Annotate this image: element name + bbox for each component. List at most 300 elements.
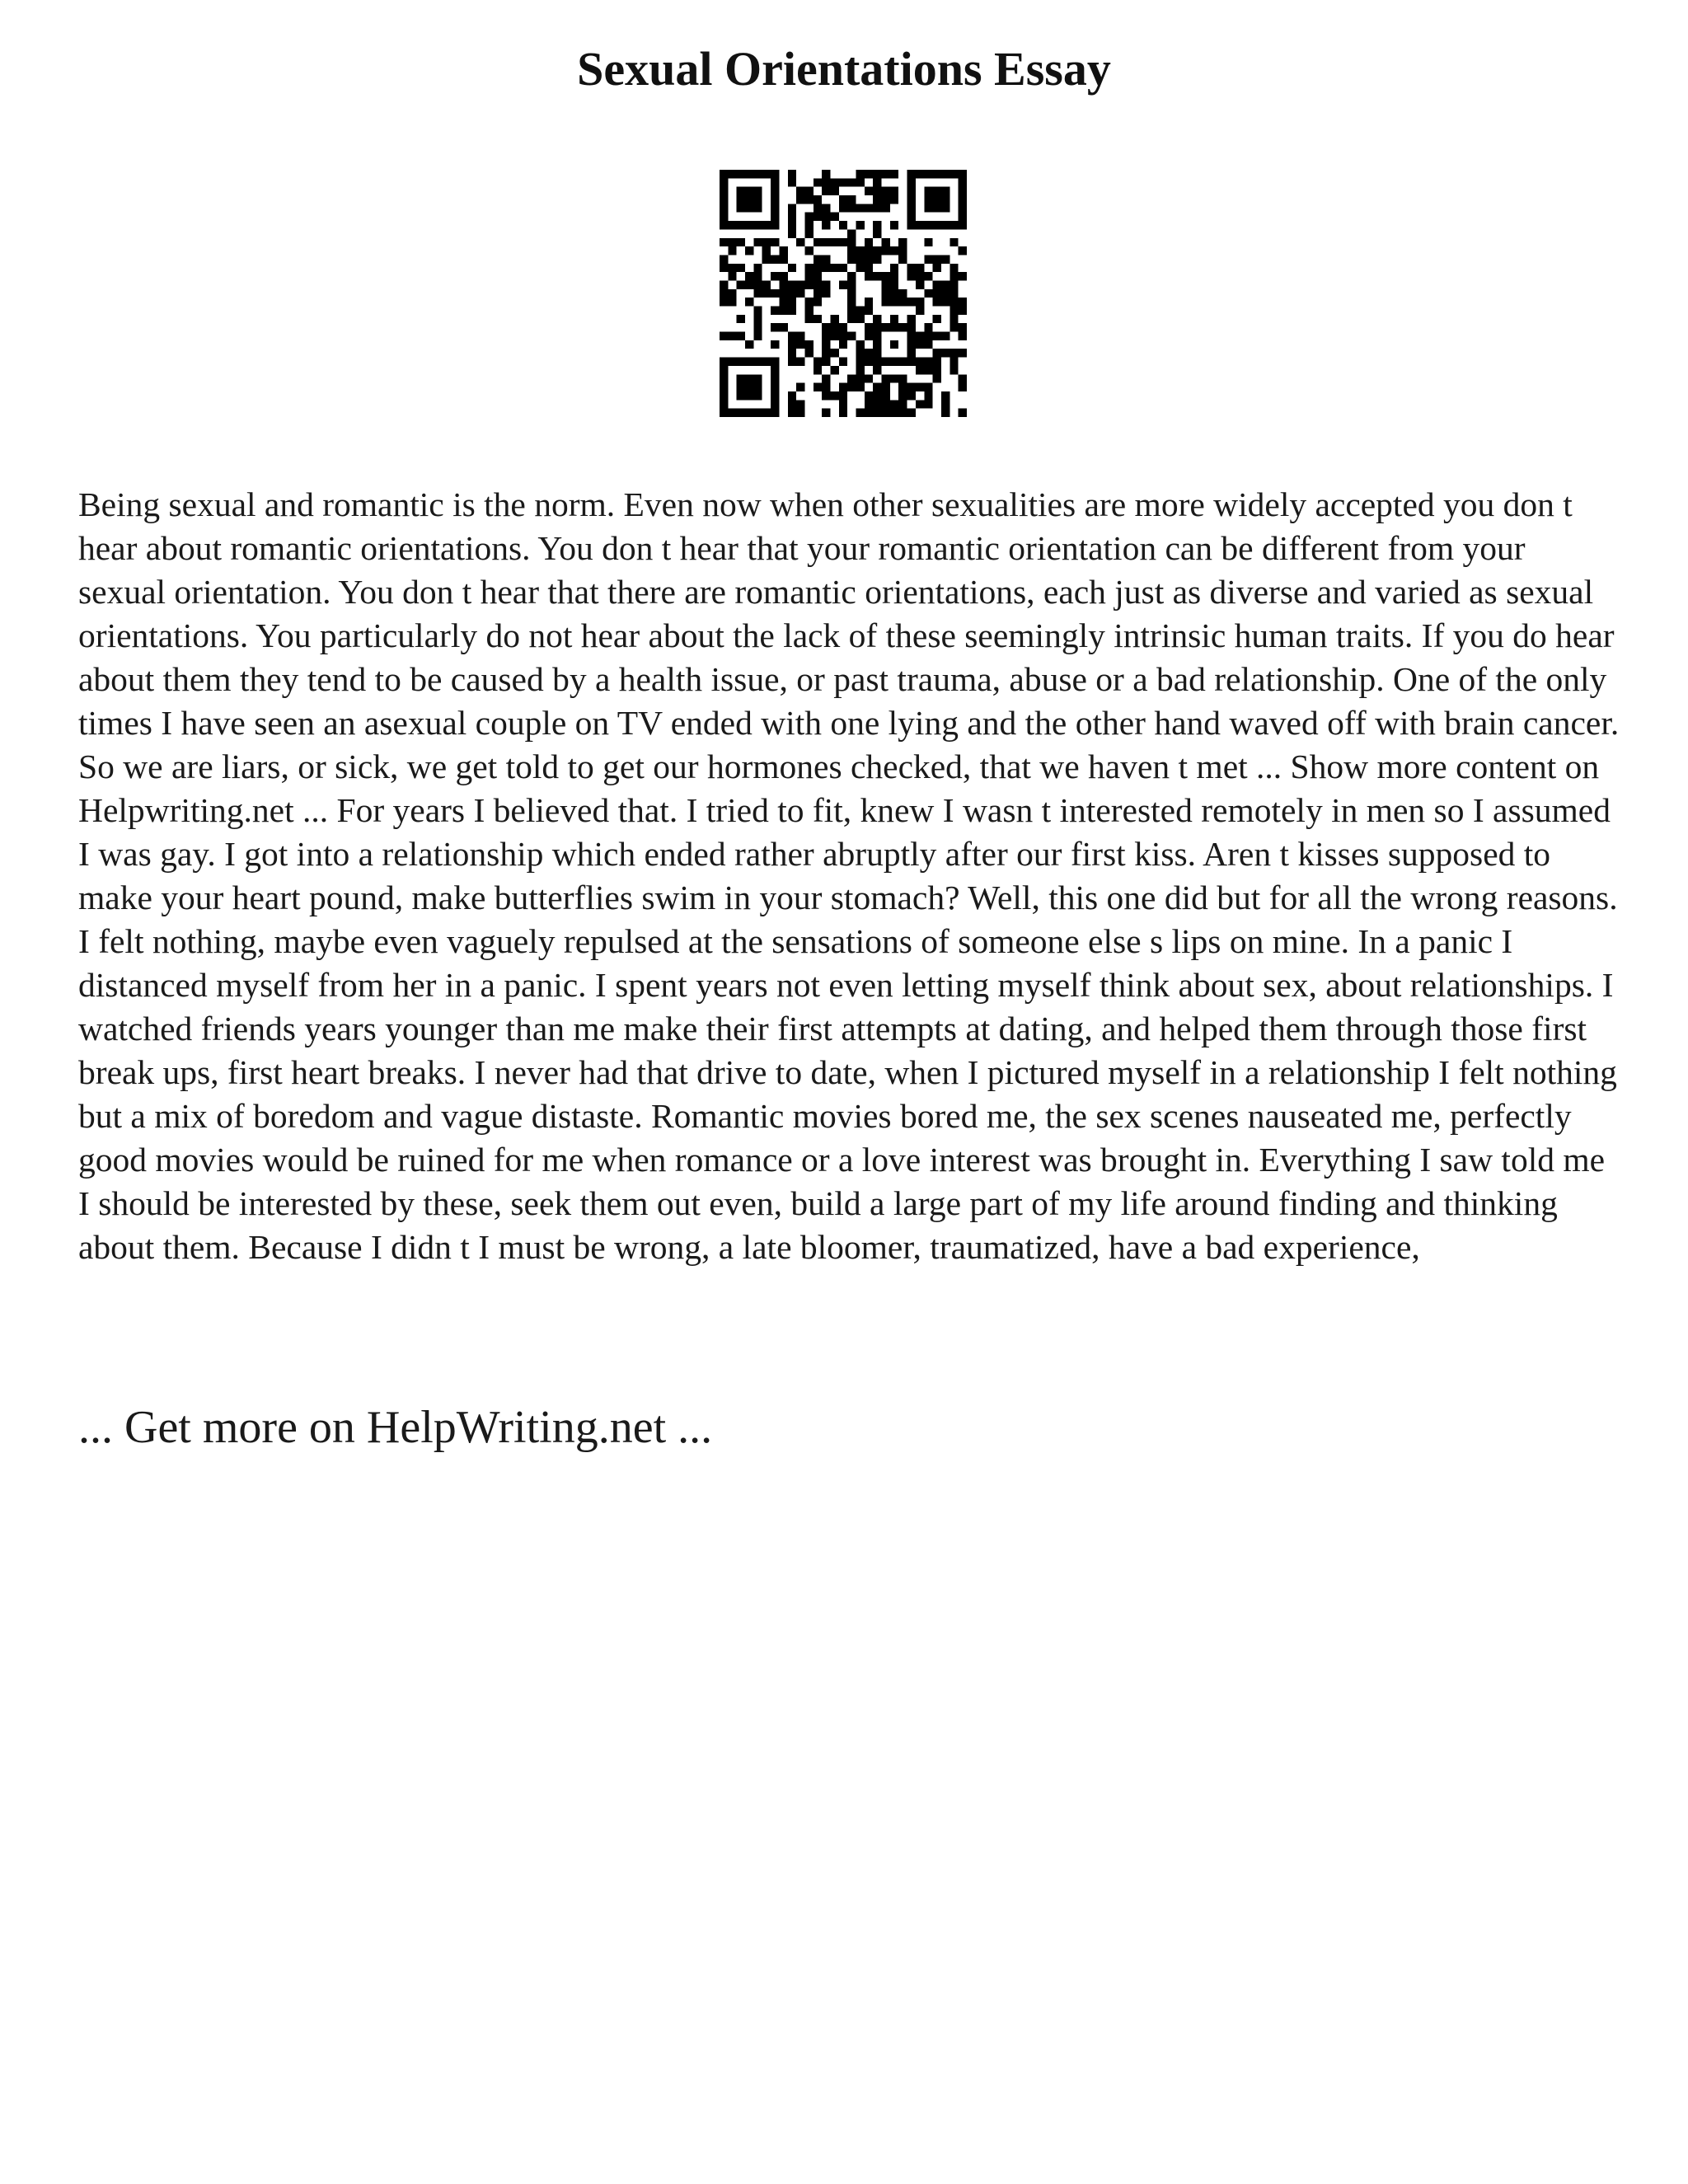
qr-module	[779, 323, 787, 331]
qr-module	[814, 280, 822, 288]
qr-module	[865, 400, 873, 408]
qr-module	[753, 409, 762, 417]
qr-module	[822, 264, 830, 272]
qr-module	[924, 332, 932, 340]
qr-module	[924, 195, 932, 204]
qr-module	[924, 187, 932, 195]
qr-module	[941, 332, 950, 340]
qr-module	[728, 332, 736, 340]
qr-module	[839, 358, 847, 366]
qr-module	[771, 374, 779, 382]
qr-module	[771, 221, 779, 229]
qr-module	[959, 170, 967, 178]
qr-module	[890, 221, 898, 229]
qr-module	[753, 272, 762, 280]
qr-module	[814, 383, 822, 391]
qr-module	[753, 332, 762, 340]
qr-module	[959, 221, 967, 229]
qr-module	[830, 315, 838, 323]
qr-module	[847, 246, 856, 255]
qr-module	[814, 213, 822, 221]
qr-module	[788, 221, 796, 229]
qr-module	[788, 178, 796, 186]
qr-module	[847, 298, 856, 306]
qr-module	[890, 187, 898, 195]
qr-module	[771, 204, 779, 212]
qr-module	[720, 264, 728, 272]
qr-module	[745, 383, 753, 391]
qr-module	[720, 366, 728, 374]
qr-module	[814, 238, 822, 246]
qr-module	[890, 264, 898, 272]
qr-module	[839, 323, 847, 331]
qr-module	[720, 195, 728, 204]
qr-module	[847, 374, 856, 382]
qr-module	[856, 358, 865, 366]
qr-module	[856, 340, 865, 349]
qr-module	[839, 221, 847, 229]
qr-module	[916, 332, 924, 340]
qr-module	[898, 255, 907, 263]
qr-module	[745, 221, 753, 229]
qr-module	[890, 340, 898, 349]
qr-module	[890, 298, 898, 306]
qr-module	[941, 204, 950, 212]
qr-module	[839, 332, 847, 340]
qr-module	[890, 289, 898, 298]
qr-module	[830, 187, 838, 195]
qr-module	[933, 349, 941, 357]
qr-module	[771, 383, 779, 391]
qr-module	[839, 409, 847, 417]
qr-module	[814, 264, 822, 272]
qr-module	[890, 170, 898, 178]
qr-module	[830, 264, 838, 272]
qr-module	[753, 264, 762, 272]
qr-module	[804, 280, 813, 288]
qr-module	[804, 229, 813, 237]
qr-module	[771, 289, 779, 298]
qr-module	[822, 349, 830, 357]
qr-module	[924, 366, 932, 374]
qr-module	[745, 280, 753, 288]
qr-module	[822, 178, 830, 186]
qr-module	[882, 391, 890, 400]
qr-module	[873, 178, 881, 186]
qr-module	[753, 358, 762, 366]
qr-module	[950, 272, 958, 280]
qr-module	[890, 358, 898, 366]
qr-module	[762, 289, 771, 298]
qr-module	[720, 187, 728, 195]
qr-module	[753, 170, 762, 178]
qr-module	[856, 383, 865, 391]
qr-module	[959, 178, 967, 186]
qr-module	[873, 340, 881, 349]
qr-module	[847, 272, 856, 280]
qr-module	[856, 264, 865, 272]
qr-module	[728, 272, 736, 280]
qr-module	[924, 272, 932, 280]
qr-module	[916, 280, 924, 288]
qr-module	[950, 221, 958, 229]
qr-module	[771, 213, 779, 221]
qr-module	[762, 221, 771, 229]
qr-module	[830, 391, 838, 400]
qr-module	[907, 383, 916, 391]
qr-module	[796, 383, 804, 391]
qr-module	[882, 298, 890, 306]
qr-module	[890, 315, 898, 323]
qr-module	[959, 349, 967, 357]
qr-module	[865, 391, 873, 400]
qr-module	[933, 187, 941, 195]
qr-module	[924, 221, 932, 229]
qr-module	[933, 255, 941, 263]
qr-module	[916, 358, 924, 366]
qr-module	[873, 409, 881, 417]
qr-module	[822, 280, 830, 288]
qr-module	[950, 307, 958, 315]
qr-module	[804, 272, 813, 280]
qr-module	[788, 170, 796, 178]
qr-module	[924, 400, 932, 408]
qr-module	[753, 280, 762, 288]
qr-module	[737, 204, 745, 212]
qr-module	[865, 187, 873, 195]
qr-module	[788, 298, 796, 306]
qr-module	[933, 366, 941, 374]
qr-module	[762, 170, 771, 178]
qr-module	[839, 383, 847, 391]
qr-module	[941, 289, 950, 298]
qr-module	[796, 289, 804, 298]
qr-module	[788, 307, 796, 315]
qr-module	[882, 246, 890, 255]
qr-module	[830, 238, 838, 246]
qr-module	[753, 238, 762, 246]
qr-module	[779, 246, 787, 255]
qr-module	[959, 187, 967, 195]
qr-module	[822, 204, 830, 212]
qr-module	[804, 187, 813, 195]
qr-module	[865, 323, 873, 331]
qr-module	[796, 358, 804, 366]
qr-module	[728, 298, 736, 306]
qr-module	[804, 213, 813, 221]
qr-module	[822, 187, 830, 195]
qr-module	[916, 307, 924, 315]
qr-module	[882, 204, 890, 212]
qr-module	[814, 366, 822, 374]
qr-module	[882, 409, 890, 417]
qr-module	[762, 409, 771, 417]
qr-module	[873, 332, 881, 340]
qr-module	[788, 213, 796, 221]
qr-module	[804, 349, 813, 357]
qr-module	[959, 332, 967, 340]
qr-module	[873, 170, 881, 178]
qr-module	[856, 374, 865, 382]
qr-module	[933, 358, 941, 366]
qr-module	[745, 391, 753, 400]
qr-module	[933, 280, 941, 288]
qr-module	[737, 332, 745, 340]
qr-module	[898, 374, 907, 382]
qr-module	[941, 400, 950, 408]
qr-module	[771, 358, 779, 366]
qr-module	[941, 187, 950, 195]
qr-module	[941, 255, 950, 263]
qr-module	[771, 255, 779, 263]
qr-module	[959, 383, 967, 391]
qr-module	[771, 366, 779, 374]
qr-module	[771, 400, 779, 408]
qr-module	[890, 409, 898, 417]
qr-module	[873, 323, 881, 331]
qr-module	[873, 358, 881, 366]
qr-module	[924, 204, 932, 212]
qr-module	[720, 178, 728, 186]
qr-module	[898, 400, 907, 408]
qr-module	[814, 204, 822, 212]
qr-module	[924, 289, 932, 298]
qr-module	[720, 332, 728, 340]
qr-module	[933, 298, 941, 306]
qr-module	[804, 307, 813, 315]
qr-module	[753, 195, 762, 204]
qr-module	[916, 272, 924, 280]
qr-module	[907, 340, 916, 349]
qr-module	[882, 187, 890, 195]
qr-module	[907, 204, 916, 212]
qr-module	[924, 238, 932, 246]
qr-module	[796, 187, 804, 195]
qr-module	[959, 246, 967, 255]
qr-module	[745, 358, 753, 366]
qr-module	[856, 349, 865, 357]
qr-module	[771, 170, 779, 178]
qr-module	[720, 213, 728, 221]
qr-module	[796, 238, 804, 246]
qr-module	[839, 178, 847, 186]
qr-module	[873, 391, 881, 400]
qr-module	[771, 195, 779, 204]
qr-module	[865, 272, 873, 280]
qr-module	[822, 323, 830, 331]
qr-module	[779, 280, 787, 288]
qr-module	[753, 221, 762, 229]
qr-module	[865, 307, 873, 315]
qr-module	[898, 298, 907, 306]
qr-module	[728, 289, 736, 298]
qr-module	[898, 409, 907, 417]
qr-module	[796, 340, 804, 349]
qr-module	[796, 409, 804, 417]
qr-module	[839, 204, 847, 212]
qr-module	[814, 255, 822, 263]
qr-module	[907, 332, 916, 340]
qr-module	[856, 246, 865, 255]
qr-module	[737, 170, 745, 178]
qr-module	[788, 349, 796, 357]
qr-module	[796, 332, 804, 340]
qr-module	[720, 289, 728, 298]
qr-module	[847, 255, 856, 263]
qr-module	[907, 391, 916, 400]
qr-module	[745, 409, 753, 417]
qr-module	[873, 204, 881, 212]
qr-module	[882, 280, 890, 288]
qr-module	[890, 195, 898, 204]
qr-module	[753, 315, 762, 323]
qr-module	[771, 409, 779, 417]
qr-module	[822, 391, 830, 400]
qr-module	[898, 246, 907, 255]
qr-module	[865, 409, 873, 417]
qr-module	[762, 255, 771, 263]
qr-module	[822, 170, 830, 178]
qr-module	[737, 238, 745, 246]
qr-module	[720, 221, 728, 229]
qr-module	[788, 358, 796, 366]
qr-code-graphic	[720, 170, 967, 417]
qr-module	[762, 238, 771, 246]
qr-module	[737, 221, 745, 229]
qr-module	[890, 272, 898, 280]
qr-module	[959, 409, 967, 417]
qr-module	[959, 213, 967, 221]
qr-module	[804, 195, 813, 204]
qr-module	[771, 340, 779, 349]
qr-module	[737, 374, 745, 382]
qr-module	[822, 289, 830, 298]
qr-module	[882, 358, 890, 366]
qr-module	[865, 349, 873, 357]
qr-module	[753, 383, 762, 391]
qr-module	[753, 323, 762, 331]
qr-module	[890, 280, 898, 288]
qr-module	[890, 323, 898, 331]
qr-module	[720, 391, 728, 400]
qr-module	[745, 374, 753, 382]
qr-module	[753, 391, 762, 400]
qr-module	[720, 255, 728, 263]
qr-module	[873, 221, 881, 229]
qr-module	[941, 409, 950, 417]
qr-module	[865, 298, 873, 306]
qr-module	[924, 170, 932, 178]
qr-module	[882, 238, 890, 246]
qr-module	[804, 315, 813, 323]
qr-module	[873, 315, 881, 323]
qr-module	[745, 298, 753, 306]
qr-module	[941, 280, 950, 288]
qr-module	[856, 315, 865, 323]
qr-module	[762, 358, 771, 366]
qr-module	[873, 400, 881, 408]
qr-module	[941, 298, 950, 306]
qr-module	[847, 204, 856, 212]
qr-module	[796, 195, 804, 204]
qr-module	[856, 409, 865, 417]
qr-module	[882, 323, 890, 331]
qr-module	[788, 409, 796, 417]
qr-module	[779, 289, 787, 298]
essay-body: Being sexual and romantic is the norm. Even now when other sexualities are more widely accepted you don t hear about romantic orientations. You don t hear that your romantic orientation can be different from your sexual orientation. You don t hear that there are romantic orientations, each just as diverse and varied as sexual orientations. You particularly do not hear about the lack of these seemingly intrinsic human traits. If you do hear about them they tend to be caused by a health issue, or past trauma, abuse or a bad relationship. One of the only times I have seen an asexual couple on TV ended with one lying and the other hand waved off with brain cancer. So we are liars, or sick, we get told to get our hormones checked, that we haven t met ... Show more content on Helpwriting.net ... For years I believed that. I tried to fit, knew I wasn t interested remotely in men so I assumed I was gay. I got into a relationship which ended rather abruptly after our first kiss. Aren t kisses supposed to make your heart pound, make butterflies swim in your stomach? Well, this one did but for all the wrong reasons. I felt nothing, maybe even vaguely repulsed at the sensations of someone else s lips on mine. In a panic I distanced myself from her in a panic. I spent years not even letting myself think about sex, about relationships. I watched friends years younger than me make their first attempts at dating, and helped them through those first break ups, first heart breaks. I never had that drive to date, when I pictured myself in a relationship I felt nothing but a mix of boredom and vague distaste. Romantic movies bored me, the sex scenes nauseated me, perfectly good movies would be ruined for me when romance or a love interest was brought in. Everything I saw told me I should be interested by these, seek them out even, build a large part of my life around finding and thinking about them. Because I didn t I must be wrong, a late bloomer, traumatized, have a bad experience,	[78, 485, 1620, 1266]
qr-module	[916, 221, 924, 229]
qr-module	[762, 246, 771, 255]
qr-module	[907, 170, 916, 178]
qr-module	[771, 187, 779, 195]
qr-module	[728, 170, 736, 178]
qr-module	[830, 366, 838, 374]
qr-module	[959, 272, 967, 280]
qr-module	[933, 221, 941, 229]
qr-module	[950, 349, 958, 357]
qr-module	[822, 238, 830, 246]
qr-module	[745, 246, 753, 255]
qr-module	[959, 374, 967, 382]
qr-module	[865, 170, 873, 178]
qr-code-icon[interactable]	[720, 170, 967, 417]
qr-module	[737, 195, 745, 204]
qr-module	[882, 170, 890, 178]
qr-module	[737, 315, 745, 323]
qr-module	[839, 391, 847, 400]
qr-module	[804, 340, 813, 349]
qr-module	[933, 204, 941, 212]
qr-module	[762, 280, 771, 288]
qr-module	[847, 332, 856, 340]
qr-module	[924, 383, 932, 391]
qr-module	[771, 178, 779, 186]
qr-module	[720, 238, 728, 246]
qr-module	[796, 400, 804, 408]
qr-module	[933, 289, 941, 298]
qr-module	[873, 229, 881, 237]
qr-module	[847, 195, 856, 204]
qr-module	[907, 187, 916, 195]
qr-module	[814, 289, 822, 298]
qr-module	[737, 383, 745, 391]
qr-module	[720, 170, 728, 178]
qr-module	[873, 366, 881, 374]
qr-module	[907, 195, 916, 204]
get-more-link[interactable]: ... Get more on HelpWriting.net ...	[78, 1402, 713, 1453]
qr-module	[907, 409, 916, 417]
qr-module	[959, 204, 967, 212]
qr-module	[753, 204, 762, 212]
qr-module	[950, 170, 958, 178]
qr-module	[916, 340, 924, 349]
qr-module	[847, 280, 856, 288]
qr-module	[898, 358, 907, 366]
qr-module	[890, 400, 898, 408]
qr-module	[873, 246, 881, 255]
qr-module	[804, 298, 813, 306]
qr-module	[737, 280, 745, 288]
qr-module	[898, 238, 907, 246]
qr-module	[745, 272, 753, 280]
qr-module	[822, 340, 830, 349]
qr-module	[830, 323, 838, 331]
qr-module	[728, 409, 736, 417]
qr-module	[839, 195, 847, 204]
qr-module	[779, 272, 787, 280]
qr-module	[771, 307, 779, 315]
qr-module	[933, 264, 941, 272]
